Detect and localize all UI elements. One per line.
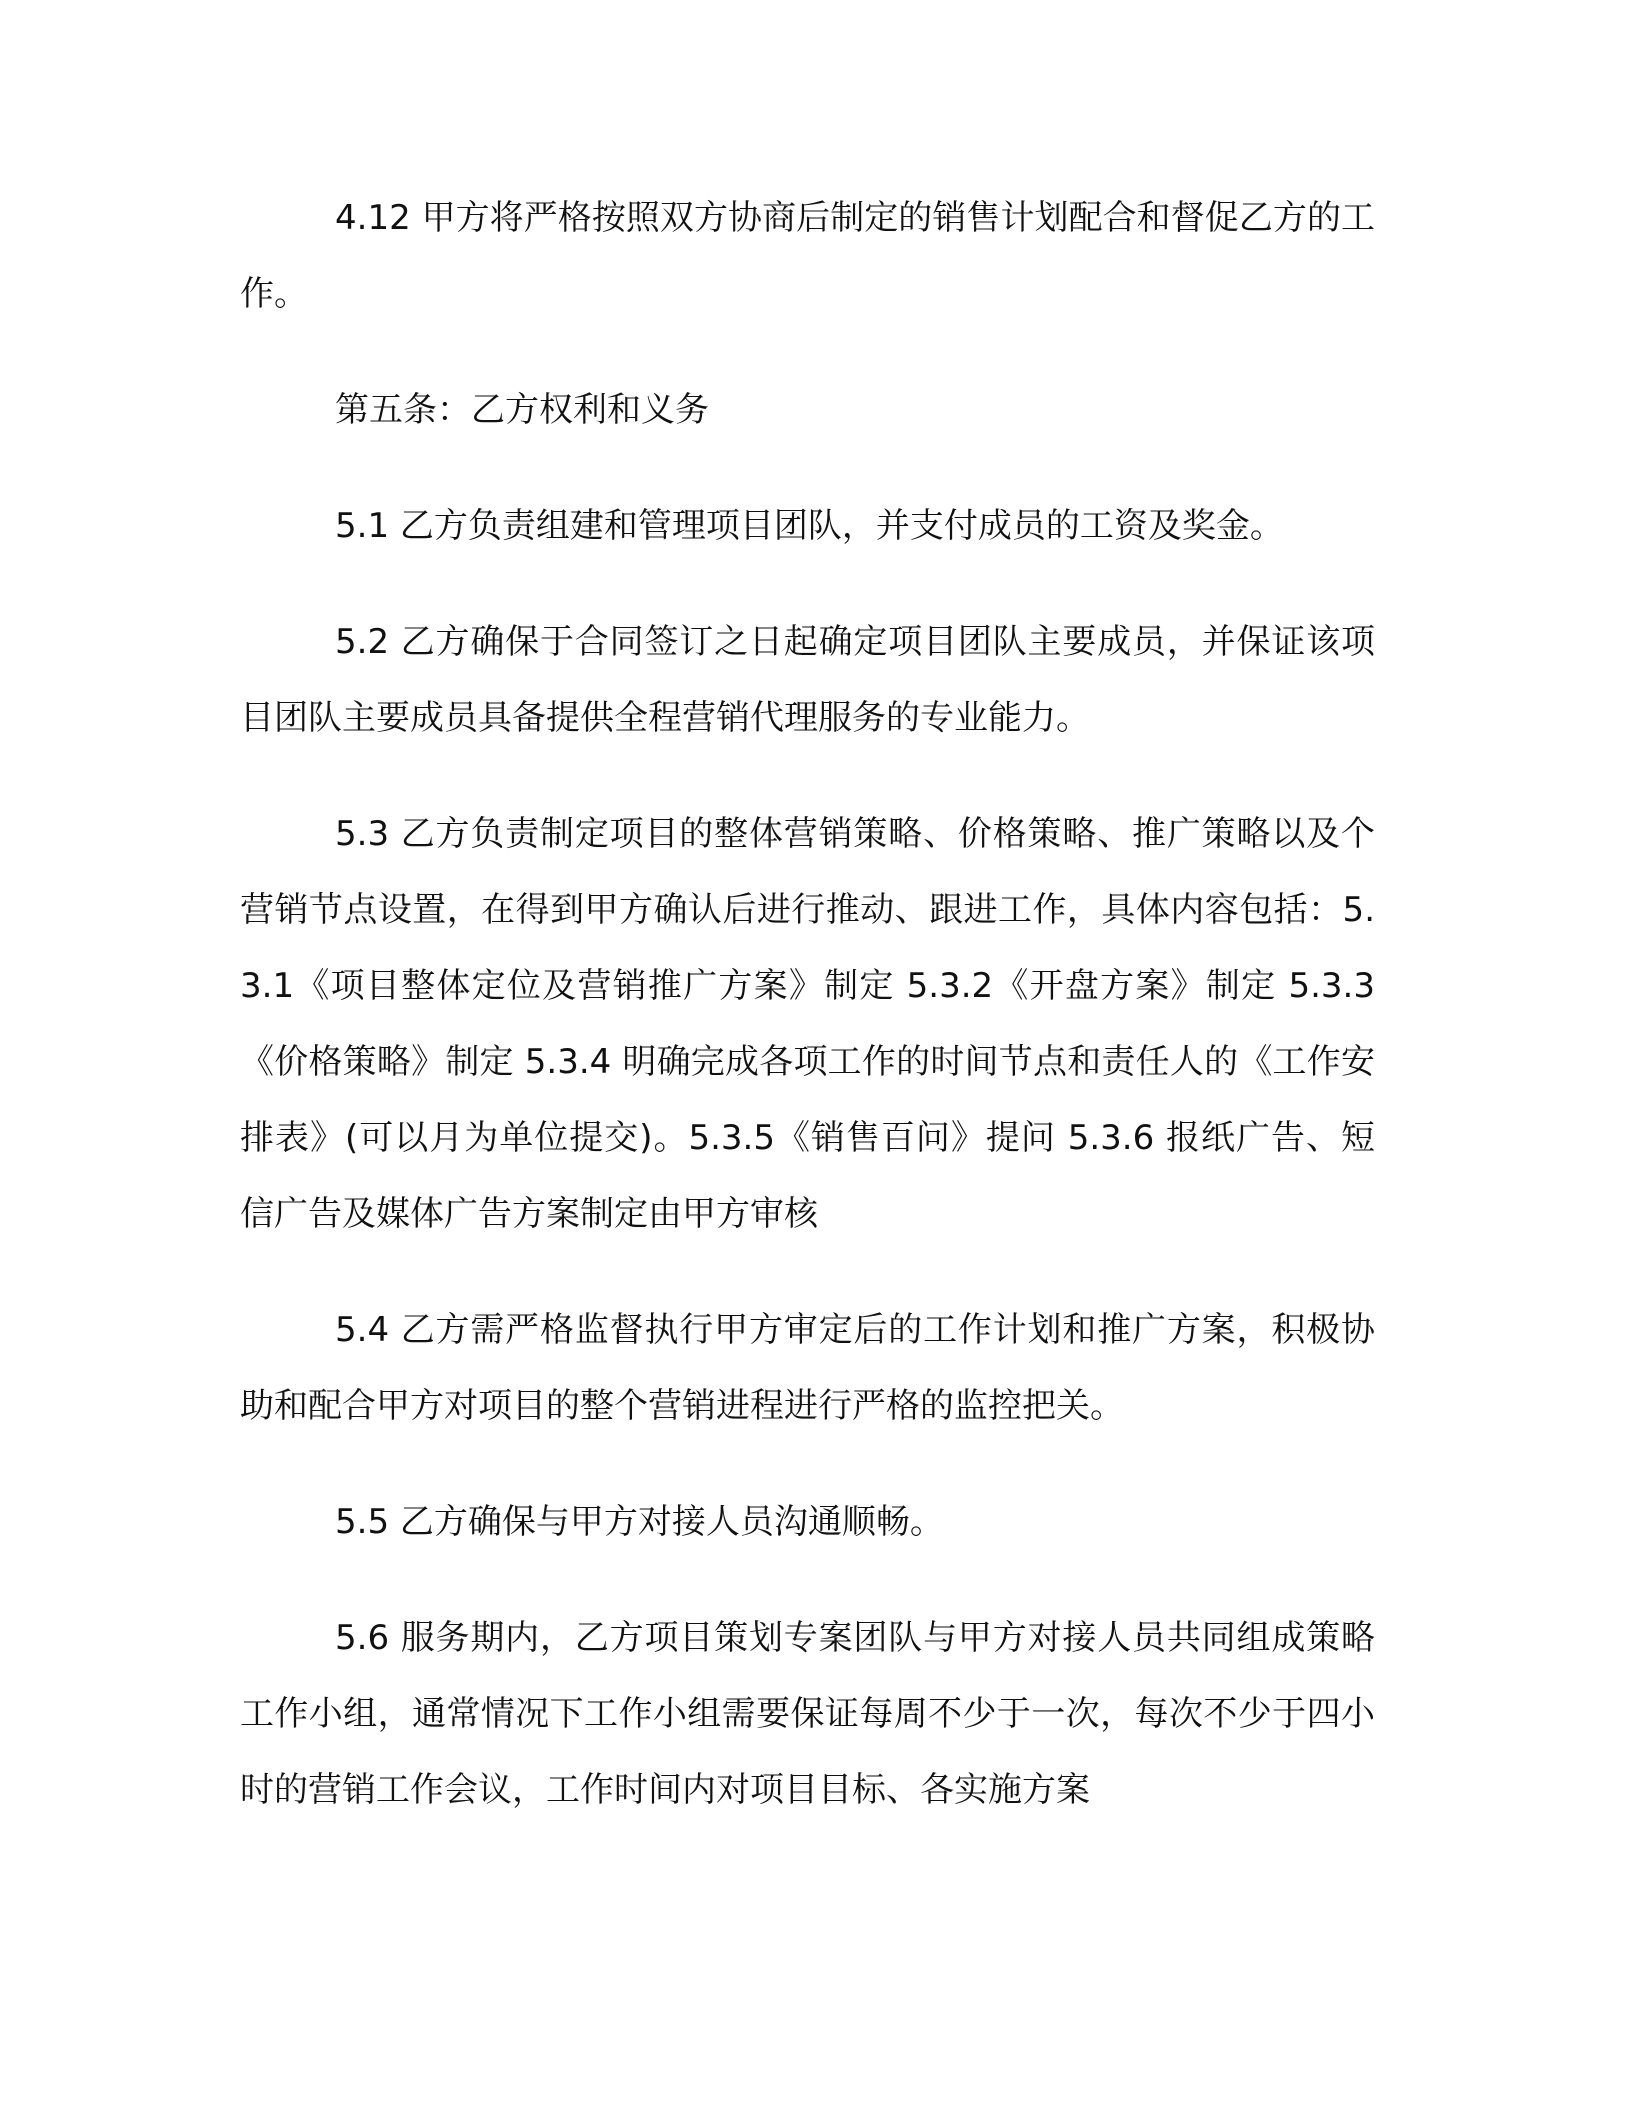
- clause-5-3: 5.3 乙方负责制定项目的整体营销策略、价格策略、推广策略以及个营销节点设置，在得到甲方确认后进行推动、跟进工作，具体内容包括：5.3.1《项目整体定位及营销推广方案》制定 5.3.2《开盘方案》制定 5.3.3《价格策略》制定 5.3.4 明确完成各项工作的时间节点和责任人的《工作安排表》(可以月为单位提交)。5.3.5《销售百问》提问 5.3.6 报纸广告、短信广告及媒体广告方案制定由甲方审核: [240, 814, 1375, 1234]
- clause-5-1: 5.1 乙方负责组建和管理项目团队，并支付成员的工资及奖金。: [335, 506, 1284, 546]
- clause-5-5: 5.5 乙方确保与甲方对接人员沟通顺畅。: [335, 1502, 944, 1542]
- clause-5-6: 5.6 服务期内，乙方项目策划专案团队与甲方对接人员共同组成策略工作小组，通常情况下工作小组需要保证每周不少于一次，每次不少于四小时的营销工作会议，工作时间内对项目目标、各实施方案: [240, 1618, 1375, 1810]
- article-5-heading: 第五条：乙方权利和义务: [335, 390, 709, 430]
- document-page: [240, 180, 1375, 1868]
- clause-4-12: 4.12 甲方将严格按照双方协商后制定的销售计划配合和督促乙方的工作。: [240, 198, 1375, 314]
- clause-5-2: 5.2 乙方确保于合同签订之日起确定项目团队主要成员，并保证该项目团队主要成员具备提供全程营销代理服务的专业能力。: [240, 622, 1375, 738]
- clause-5-4: 5.4 乙方需严格监督执行甲方审定后的工作计划和推广方案，积极协助和配合甲方对项目的整个营销进程进行严格的监控把关。: [240, 1310, 1375, 1426]
